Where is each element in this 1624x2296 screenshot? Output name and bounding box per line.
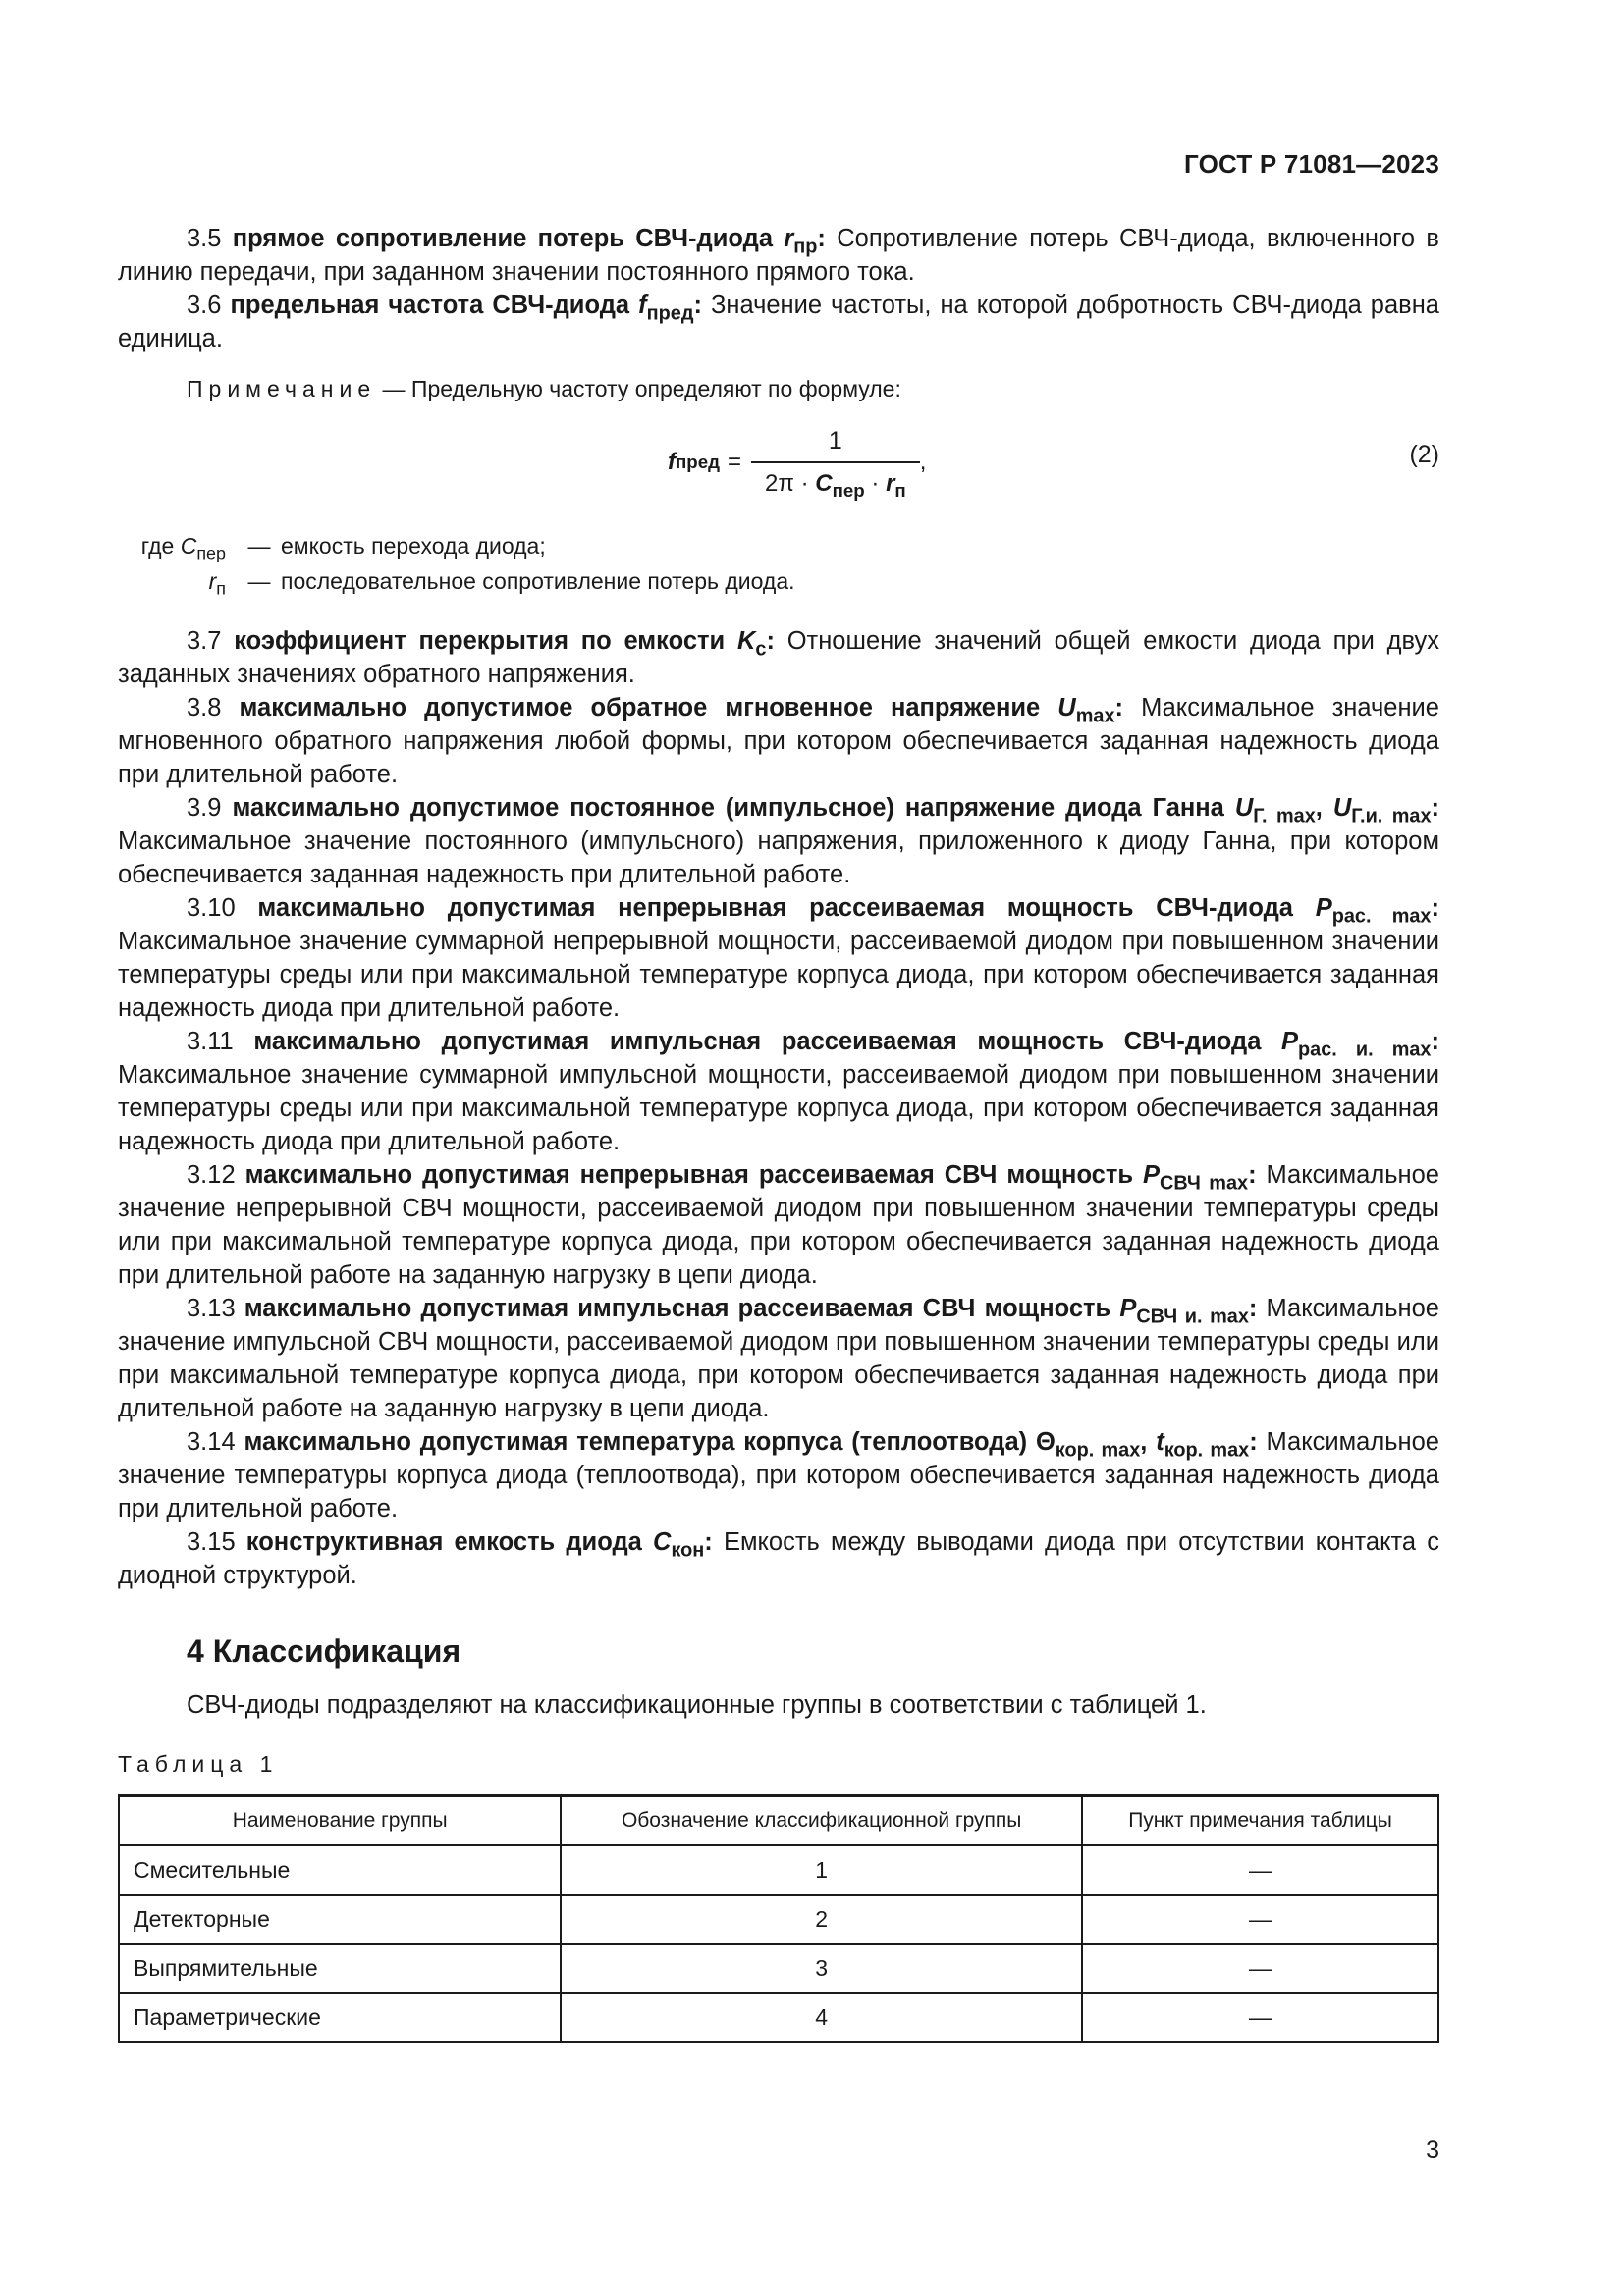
- term-3-9: 3.9 максимально допустимое постоянное (импульсное) напряжение диода Ганна $U_{Г. max}$, $U_{Г.и. max}$: Максимальное значение постоянного (импульсного) напряжения, приложенного к диоду Ганна, при котором обеспечивается заданная надежность при длительной работе.: [118, 794, 1440, 888]
- term-number: 3.8: [187, 694, 222, 721]
- cell-group-name: Смесительные: [119, 1845, 561, 1895]
- term-symbol: K: [736, 627, 756, 655]
- term-symbol-sub: СВЧ max: [1159, 1172, 1249, 1195]
- formula-den-dot: ·: [871, 470, 880, 497]
- table-row: [119, 1944, 1438, 1993]
- term-symbol-sub: СВЧ и. max: [1136, 1306, 1249, 1328]
- classification-table: [118, 1794, 1439, 2043]
- term-symbol: f: [638, 292, 647, 319]
- term-definition: Емкость между выводами диода при отсутствии контакта с диодной структурой.: [118, 1528, 1440, 1589]
- term-symbol: Θ: [1035, 1428, 1056, 1456]
- term-number: 3.6: [187, 292, 222, 319]
- term-3-15: 3.15 конструктивная емкость диода $C_{кон}$: Емкость между выводами диода при отсутствии контакта с диодной структурой.: [118, 1528, 1440, 1589]
- cell-note-ref: —: [1082, 1993, 1438, 2042]
- term-symbol: C: [653, 1528, 672, 1556]
- table-row: [119, 1993, 1438, 2042]
- term-3-8: 3.8 максимально допустимое обратное мгновенное напряжение $U_{max}$: Максимальное значение мгновенного обратного напряжения любой формы, при котором обеспечивается заданная надежность диода при длительной работе.: [118, 694, 1439, 788]
- term-definition: Значение частоты, на которой добротность СВЧ-диода равна единица.: [118, 292, 1439, 352]
- term-title: максимально допустимое обратное мгновенное напряжение: [239, 694, 1041, 721]
- term-symbol-sub: пр: [793, 236, 818, 258]
- legend-dash: —: [247, 568, 271, 594]
- standard-header: ГОСТ Р 71081—2023: [1184, 149, 1439, 179]
- legend-sub: п: [216, 578, 226, 599]
- term-3-6: 3.6 предельная частота СВЧ-диода $f_{пред}$: Значение частоты, на которой добротность СВЧ-диода равна единица.: [118, 292, 1439, 352]
- term-title: прямое сопротивление потерь СВЧ-диода: [232, 225, 773, 252]
- legend-row: [118, 563, 1439, 599]
- formula-number: (2): [1409, 441, 1439, 468]
- legend-symbol: [118, 563, 238, 599]
- formula-den-prefix: 2π ·: [765, 470, 809, 497]
- formula-den-c-sub: пер: [832, 479, 865, 501]
- legend-sub: пер: [196, 543, 226, 563]
- term-symbol-sub: max: [1075, 705, 1115, 727]
- term-title: максимально допустимая температура корпуса (теплоотвода): [244, 1428, 1028, 1456]
- table-row: [119, 1845, 1438, 1895]
- legend-sym: C: [180, 533, 197, 559]
- term-definition: Сопротивление потерь СВЧ-диода, включенного в линию передачи, при заданном значении постоянного прямого тока.: [118, 225, 1439, 286]
- term-number: 3.9: [187, 794, 222, 822]
- term-symbol: P: [1315, 894, 1332, 922]
- term-3-12: 3.12 максимально допустимая непрерывная рассеиваемая СВЧ мощность $P_{СВЧ max}$: Максимальное значение непрерывной СВЧ мощности, рассеиваемой диодом при повышенном значении температуры среды или при максимальной температуре корпуса диода, при котором обеспечивается заданная надежность диода при длительной работе на заданную нагрузку в цепи диода.: [118, 1161, 1439, 1289]
- column-header: Обозначение классификационной группы: [561, 1795, 1082, 1845]
- term-symbol-2: U: [1332, 794, 1352, 822]
- term-title: предельная частота СВЧ-диода: [230, 292, 630, 319]
- term-symbol: P: [1281, 1028, 1299, 1055]
- cell-group-code: 1: [561, 1845, 1082, 1895]
- legend-symbol: [118, 528, 238, 563]
- term-symbol: P: [1119, 1295, 1137, 1322]
- cell-note-ref: —: [1082, 1845, 1438, 1895]
- formula-lhs-symbol: f: [668, 449, 676, 475]
- formula-fraction: [751, 424, 920, 501]
- term-definition: Максимальное значение мгновенного обратного напряжения любой формы, при котором обеспечивается заданная надежность диода при длительной работе.: [118, 694, 1439, 788]
- term-title: коэффициент перекрытия по емкости: [234, 627, 726, 655]
- section-heading: [187, 1631, 1439, 1671]
- term-symbol-sub: пред: [646, 302, 694, 325]
- formula-numerator: 1: [828, 427, 842, 454]
- term-3-13: 3.13 максимально допустимая импульсная рассеиваемая СВЧ мощность $P_{СВЧ и. max}$: Максимальное значение импульсной СВЧ мощности, рассеиваемой диодом при повышенном значении температуры среды или при максимальной температуре корпуса диода, при котором обеспечивается заданная надежность диода при длительной работе на заданную нагрузку в цепи диода.: [118, 1295, 1439, 1422]
- term-definition: Максимальное значение импульсной СВЧ мощности, рассеиваемой диодом при повышенном значении температуры среды или при максимальной температуре корпуса диода, при котором обеспечивается заданная надежность диода при длительной работе на заданную нагрузку в цепи диода.: [118, 1295, 1439, 1422]
- formula-legend: [118, 528, 1439, 599]
- legend-text: емкость перехода диода;: [281, 533, 546, 559]
- page-number: 3: [1426, 2136, 1439, 2163]
- term-symbol-sub: рас. и. max: [1298, 1039, 1432, 1061]
- table-header-row: [119, 1795, 1438, 1845]
- term-symbol: U: [1057, 694, 1076, 721]
- term-title: максимально допустимая непрерывная рассеиваемая СВЧ мощность: [244, 1161, 1134, 1189]
- cell-group-code: 3: [561, 1944, 1082, 1993]
- term-number: 3.5: [187, 225, 222, 252]
- table-row: [119, 1895, 1438, 1944]
- table-caption: Таблица 1: [118, 1750, 279, 1777]
- cell-group-name: Детекторные: [119, 1895, 561, 1944]
- cell-note-ref: —: [1082, 1944, 1438, 1993]
- section-number: 4: [187, 1633, 204, 1669]
- term-symbol: r: [784, 225, 794, 252]
- term-number: 3.10: [187, 894, 236, 922]
- term-number: 3.15: [187, 1528, 236, 1556]
- term-symbol-2: t: [1156, 1428, 1164, 1456]
- term-title: максимально допустимая импульсная рассеиваемая СВЧ мощность: [244, 1295, 1111, 1322]
- term-title: максимально допустимое постоянное (импульсное) напряжение диода Ганна: [232, 794, 1224, 822]
- term-3-14: 3.14 максимально допустимая температура корпуса (теплоотвода) $\Theta_{кор. max}$, $t_{кор. max}$: Максимальное значение температуры корпуса диода (теплоотвода), при котором обеспечивается заданная надежность диода при длительной работе.: [118, 1428, 1439, 1522]
- term-3-7: 3.7 коэффициент перекрытия по емкости $K_с$: Отношение значений общей емкости диода при двух заданных значениях обратного напряжения.: [118, 627, 1439, 688]
- term-number: 3.13: [187, 1295, 236, 1322]
- term-symbol-sub: кон: [671, 1539, 705, 1562]
- term-definition: Максимальное значение температуры корпуса диода (теплоотвода), при котором обеспечивается заданная надежность диода при длительной работе.: [118, 1428, 1439, 1522]
- cell-note-ref: —: [1082, 1895, 1438, 1944]
- term-number: 3.11: [187, 1028, 234, 1055]
- term-symbol-sub: с: [755, 638, 767, 661]
- formula-expression: f пред = $\frac{1}{2\pi \cdot C_{пер} \cdot r_п}$ ,: [668, 424, 926, 501]
- term-symbol: P: [1142, 1161, 1160, 1189]
- term-3-11: 3.11 максимально допустимая импульсная рассеиваемая мощность СВЧ-диода $P_{рас. и. max}$: Максимальное значение суммарной импульсной мощности, рассеиваемой диодом при повышенном значении температуры среды или при максимальной температуре корпуса диода, при котором обеспечивается заданная надежность диода при длительной работе.: [118, 1028, 1439, 1155]
- legend-text: последовательное сопротивление потерь диода.: [281, 568, 795, 594]
- term-3-10: 3.10 максимально допустимая непрерывная рассеиваемая мощность СВЧ-диода $P_{рас. max}$: Максимальное значение суммарной непрерывной мощности, рассеиваемой диодом при повышенном значении температуры среды или при максимальной температуре корпуса диода, при котором обеспечивается заданная надежность диода при длительной работе.: [118, 894, 1439, 1022]
- term-definition: Максимальное значение суммарной импульсной мощности, рассеиваемой диодом при повышенном значении температуры среды или при максимальной температуре корпуса диода, при котором обеспечивается заданная надежность диода при длительной работе.: [118, 1061, 1439, 1155]
- formula-den-r-sub: п: [894, 479, 906, 501]
- cell-group-code: 2: [561, 1895, 1082, 1944]
- term-definition: Максимальное значение непрерывной СВЧ мощности, рассеиваемой диодом при повышенном значении температуры среды или при максимальной температуре корпуса диода, при котором обеспечивается заданная надежность диода при длительной работе на заданную нагрузку в цепи диода.: [118, 1161, 1439, 1289]
- formula-trailing-comma: ,: [919, 449, 927, 475]
- term-definition: Максимальное значение постоянного (импульсного) напряжения, приложенного к диоду Ганна, при котором обеспечивается заданная надежность при длительной работе.: [118, 828, 1439, 888]
- term-definition: Отношение значений общей емкости диода при двух заданных значениях обратного напряжения.: [118, 627, 1439, 688]
- term-number: 3.7: [187, 627, 222, 655]
- section-title: Классификация: [212, 1633, 461, 1669]
- cell-group-code: 4: [561, 1993, 1082, 2042]
- term-title: конструктивная емкость диода: [245, 1528, 642, 1556]
- term-symbol-sub: Г. max: [1253, 805, 1316, 828]
- note: [118, 373, 1439, 404]
- term-number: 3.14: [187, 1428, 236, 1456]
- term-3-5: 3.5 прямое сопротивление потерь СВЧ-диода $r_{пр}$: Сопротивление потерь СВЧ-диода, включенного в линию передачи, при заданном значении постоянного прямого тока.: [118, 225, 1439, 286]
- document-body: [118, 222, 1439, 2043]
- term-symbol-2-sub: кор. max: [1164, 1439, 1250, 1462]
- note-label: Примечание: [187, 376, 377, 401]
- formula-denominator: [751, 461, 920, 501]
- formula-2: [118, 416, 1439, 524]
- formula-den-c: C: [815, 470, 833, 497]
- column-header: Пункт примечания таблицы: [1082, 1795, 1438, 1845]
- column-header: Наименование группы: [119, 1795, 561, 1845]
- note-text: — Предельную частоту определяют по формуле:: [382, 376, 901, 401]
- term-title: максимально допустимая импульсная рассеиваемая мощность СВЧ-диода: [253, 1028, 1262, 1055]
- legend-sym: r: [208, 568, 217, 594]
- term-symbol-sub: кор. max: [1055, 1439, 1141, 1462]
- formula-den-r: r: [886, 470, 895, 497]
- legend-dash: —: [247, 533, 271, 559]
- term-number: 3.12: [187, 1161, 236, 1189]
- legend-row: [118, 528, 1439, 563]
- term-title: максимально допустимая непрерывная рассеиваемая мощность СВЧ-диода: [257, 894, 1293, 922]
- cell-group-name: Параметрические: [119, 1993, 561, 2042]
- term-definition: Максимальное значение суммарной непрерывной мощности, рассеиваемой диодом при повышенном значении температуры среды или при максимальной температуре корпуса диода, при котором обеспечивается заданная надежность диода при длительной работе.: [118, 928, 1439, 1022]
- term-symbol-sub: рас. max: [1331, 905, 1432, 928]
- section-intro: СВЧ-диоды подразделяют на классификационные группы в соответствии с таблицей 1.: [187, 1691, 1207, 1719]
- legend-prefix: где: [140, 533, 175, 559]
- term-symbol-2-sub: Г.и. max: [1351, 805, 1432, 828]
- term-symbol: U: [1234, 794, 1254, 822]
- formula-equals: =: [728, 449, 742, 475]
- cell-group-name: Выпрямительные: [119, 1944, 561, 1993]
